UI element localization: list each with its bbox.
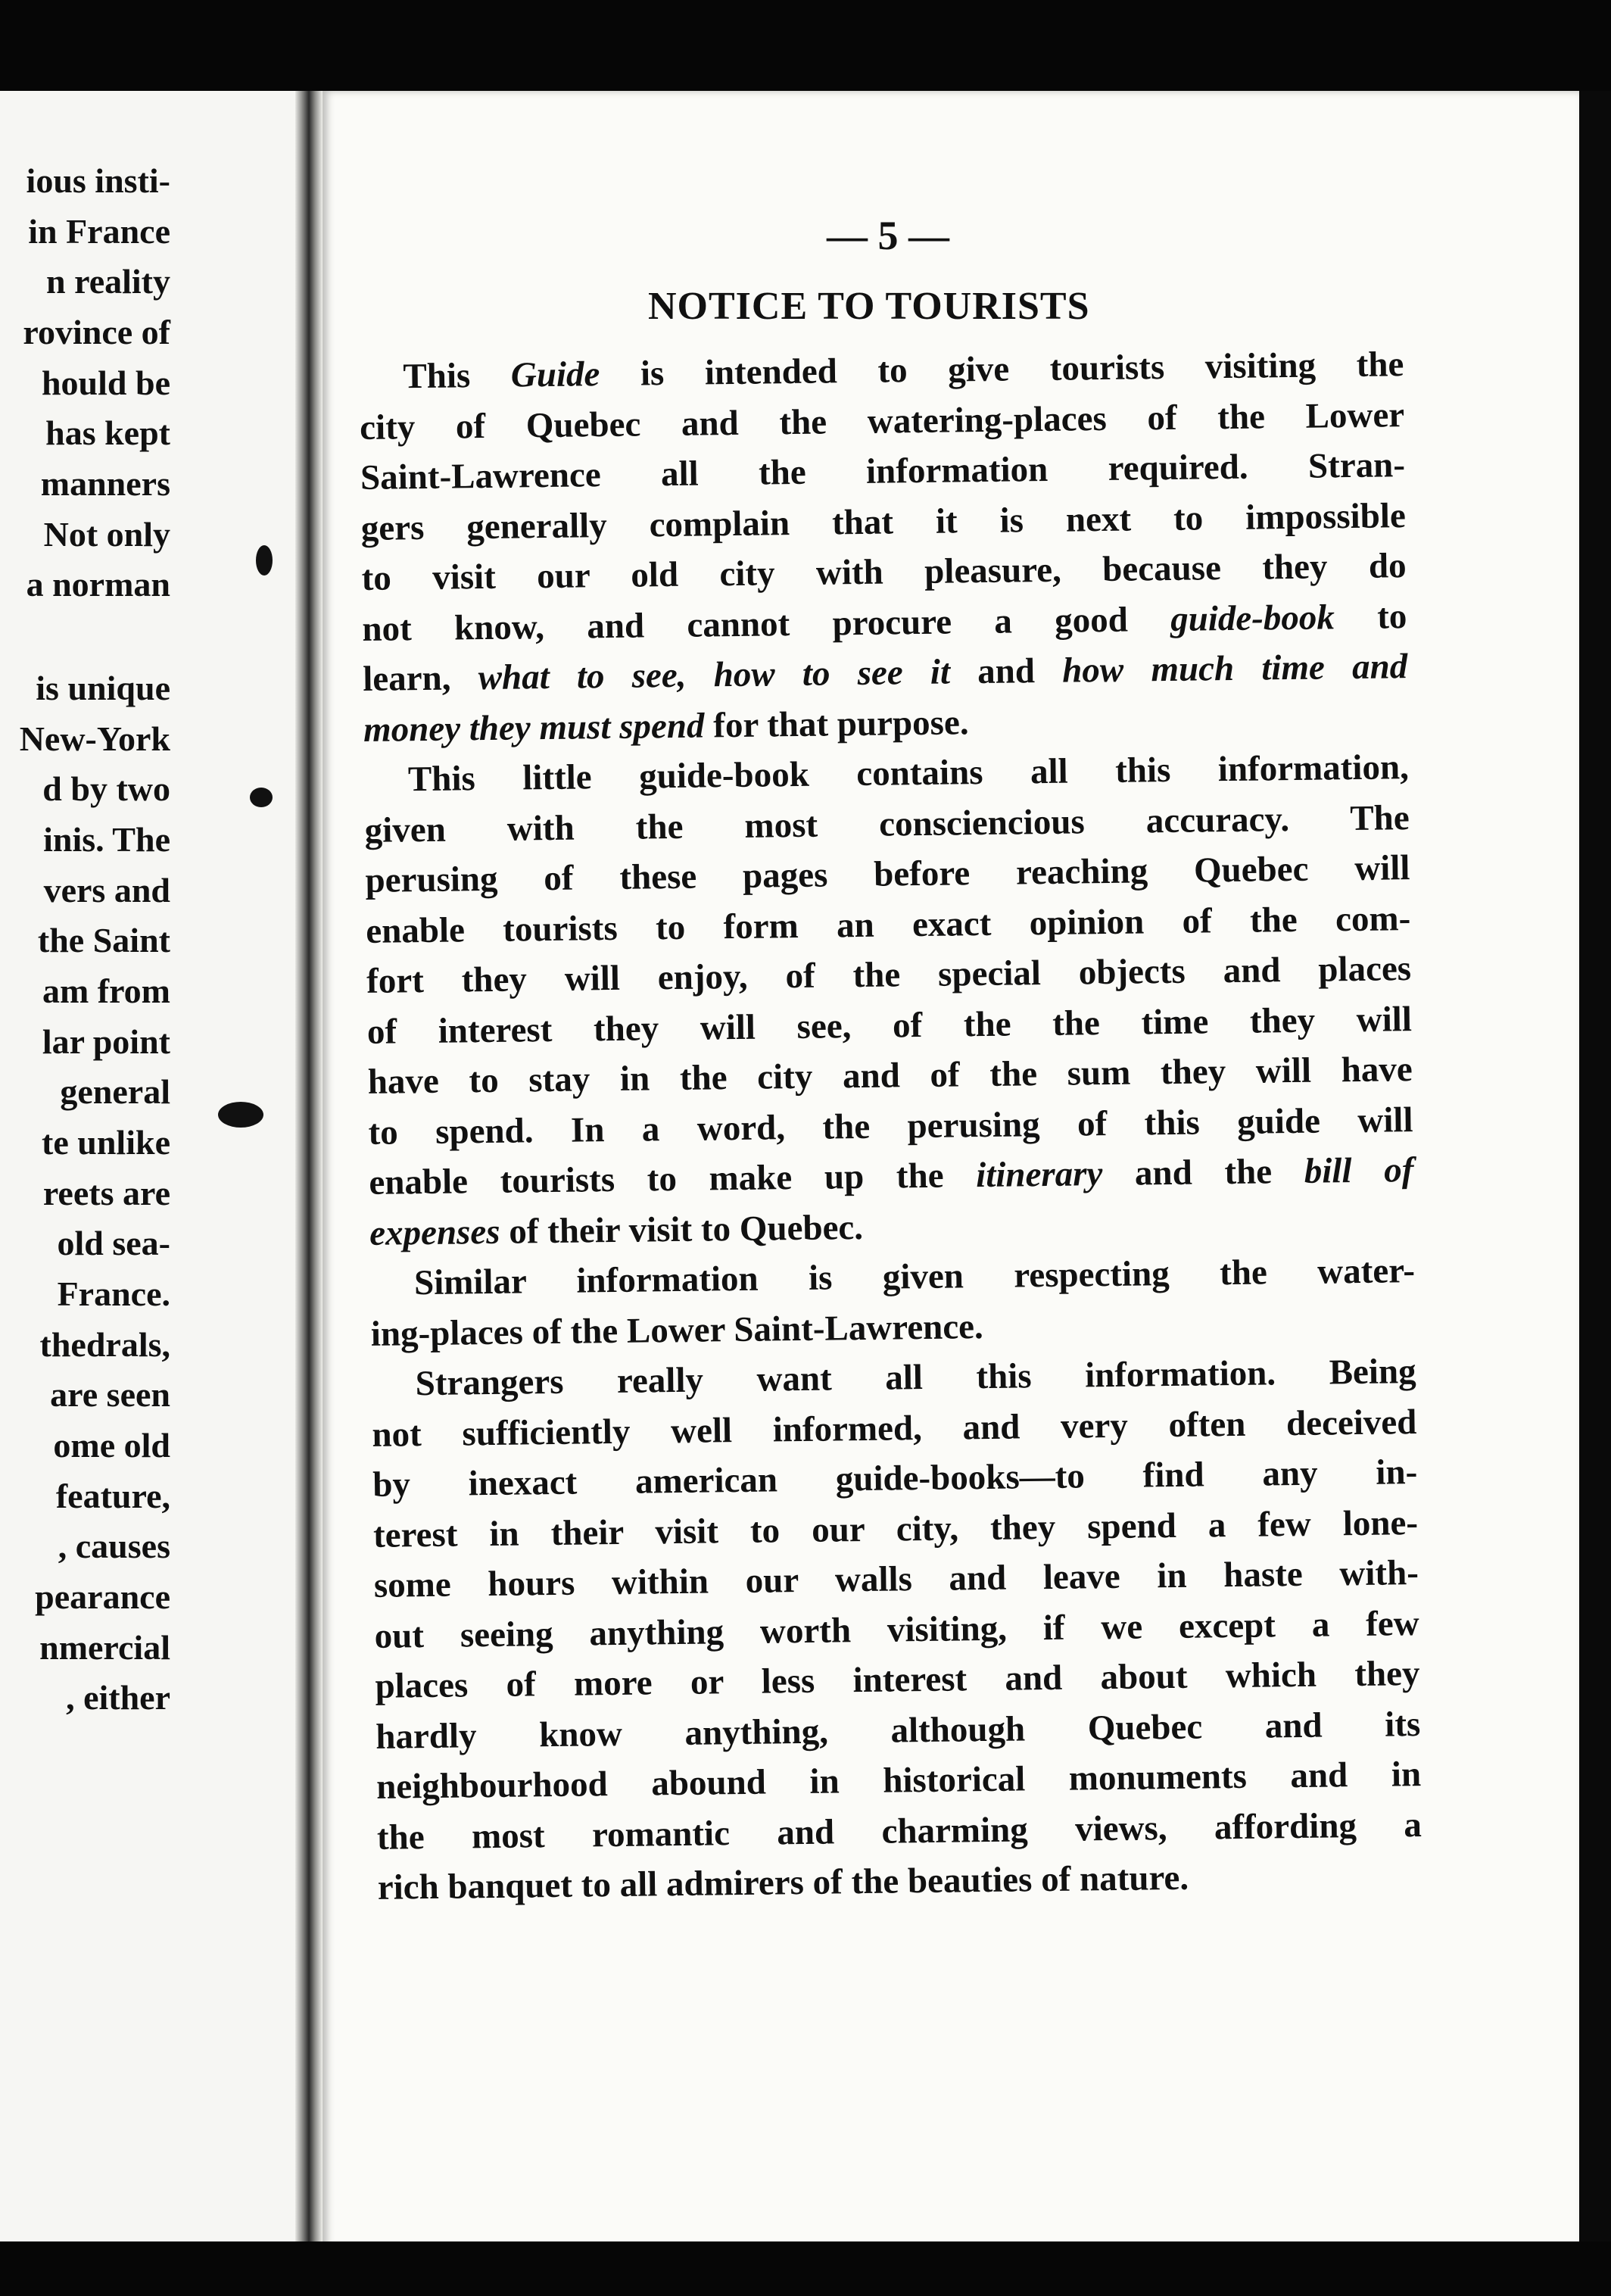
left-page-line: has kept (45, 413, 170, 452)
left-page-line: reets are (42, 1174, 170, 1212)
text-run: enable tourists to make up the (369, 1156, 977, 1203)
book-spine-gutter (295, 91, 323, 2287)
left-page-line: manners (40, 464, 170, 503)
text-run: neighbourhood abound in historical monuments and in (375, 1755, 1422, 1807)
left-page-line: pearance (35, 1577, 170, 1616)
italic-text: how much time and (1061, 647, 1408, 691)
text-run: some hours within our walls and leave in haste with- (373, 1553, 1419, 1605)
left-page-line: Not only (43, 515, 170, 554)
text-run: have to stay in the city and of the sum they will have (367, 1050, 1413, 1102)
page-number: — 5 — (827, 213, 949, 258)
text-run: of interest they will see, of the the time they will (366, 999, 1413, 1052)
text-run: fort they will enjoy, of the special objects and places (366, 949, 1412, 1001)
text-run: ing-places of the Lower Saint-Lawrence. (370, 1306, 984, 1354)
left-page-line: in France (28, 212, 170, 251)
text-run: the most romantic and charming views, affording a (376, 1805, 1422, 1858)
left-page-line: general (60, 1072, 170, 1111)
left-page-line: n reality (46, 262, 170, 301)
text-run: to (1334, 596, 1407, 637)
italic-text: guide-book (1170, 597, 1335, 639)
text-run: and (949, 650, 1063, 692)
text-run: city of Quebec and the watering-places of the Lower (359, 395, 1405, 448)
left-page-line: am from (42, 972, 170, 1010)
binding-mark (250, 788, 273, 807)
left-page-line: vers and (43, 871, 170, 909)
text-run: and the (1102, 1151, 1305, 1194)
text-run: Strangers really want all this information. Being (415, 1352, 1416, 1404)
text-run: is intended to give tourists visiting the (600, 345, 1404, 395)
italic-text: Guide (510, 354, 600, 395)
left-page-line: te unlike (42, 1123, 170, 1162)
text-run: This little guide-book contains all this information, (407, 747, 1410, 800)
text-run: to spend. In a word, the perusing of this guide will (368, 1100, 1413, 1153)
left-page-line: the Saint (37, 921, 170, 959)
left-page-line: old sea- (57, 1224, 170, 1262)
text-run: terest in their visit to our city, they spend a few lone- (372, 1502, 1419, 1555)
text-run: learn, (362, 658, 478, 699)
text-run: Saint-Lawrence all the information required. Stran- (360, 445, 1406, 498)
scan-border-top (0, 0, 1611, 91)
left-page-line: , either (66, 1678, 170, 1717)
left-page-line: hould be (41, 363, 170, 402)
italic-text: money they must spend (363, 705, 705, 750)
left-page-line: ious insti- (26, 161, 170, 200)
left-page-line: rovince of (23, 313, 170, 351)
text-run: by inexact american guide-books—to find any in- (372, 1452, 1418, 1505)
text-run: not sufficiently well informed, and very often deceived (372, 1402, 1417, 1455)
left-page-line: New-York (19, 719, 170, 758)
left-page-line: d by two (42, 769, 170, 808)
left-page-line: inis. The (43, 820, 170, 859)
left-page-line: is unique (36, 669, 170, 707)
text-run: gers generally complain that it is next to impossible (360, 495, 1407, 548)
left-page-line: lar point (42, 1022, 170, 1061)
text-run: Similar information is given respecting the water- (413, 1251, 1416, 1303)
italic-text: itinerary (975, 1154, 1103, 1196)
binding-mark (256, 545, 273, 576)
left-page-line: , causes (58, 1527, 170, 1565)
left-page-line: a norman (26, 565, 170, 604)
text-run: This (403, 355, 512, 397)
text-run: places of more or less interest and about which they (375, 1654, 1420, 1706)
italic-text: what to see, how to see it (478, 652, 951, 698)
text-run: rich banquet to all admirers of the beauties of nature. (377, 1858, 1189, 1908)
right-page (323, 91, 1579, 2287)
italic-text: expenses (369, 1212, 500, 1253)
left-page-line: thedrals, (39, 1325, 170, 1364)
text-run: hardly know anything, although Quebec and its (375, 1704, 1421, 1757)
left-page-line: feature, (55, 1477, 170, 1515)
text-run: of their visit to Quebec. (500, 1207, 864, 1252)
text-run: perusing of these pages before reaching Quebec will (365, 848, 1410, 900)
text-run: enable tourists to form an exact opinion of the com- (366, 898, 1411, 951)
text-run: given with the most consciencious accuracy. The (364, 797, 1410, 850)
left-page-line: nmercial (39, 1628, 170, 1667)
scan-border-bottom (0, 2241, 1611, 2296)
text-run: to visit our old city with pleasure, because they do (361, 546, 1407, 598)
left-page-line: are seen (50, 1375, 170, 1414)
page-heading: NOTICE TO TOURISTS (648, 285, 1090, 328)
text-run: not know, and cannot procure a good (362, 599, 1171, 649)
left-page-line: France. (57, 1274, 170, 1313)
left-page-line: ome old (53, 1426, 170, 1465)
text-run: for that purpose. (704, 702, 969, 745)
italic-text: bill of (1304, 1150, 1414, 1191)
body-text (359, 339, 1422, 1913)
text-run: out seeing anything worth visiting, if we except a few (374, 1603, 1419, 1656)
binding-mark (218, 1102, 263, 1128)
